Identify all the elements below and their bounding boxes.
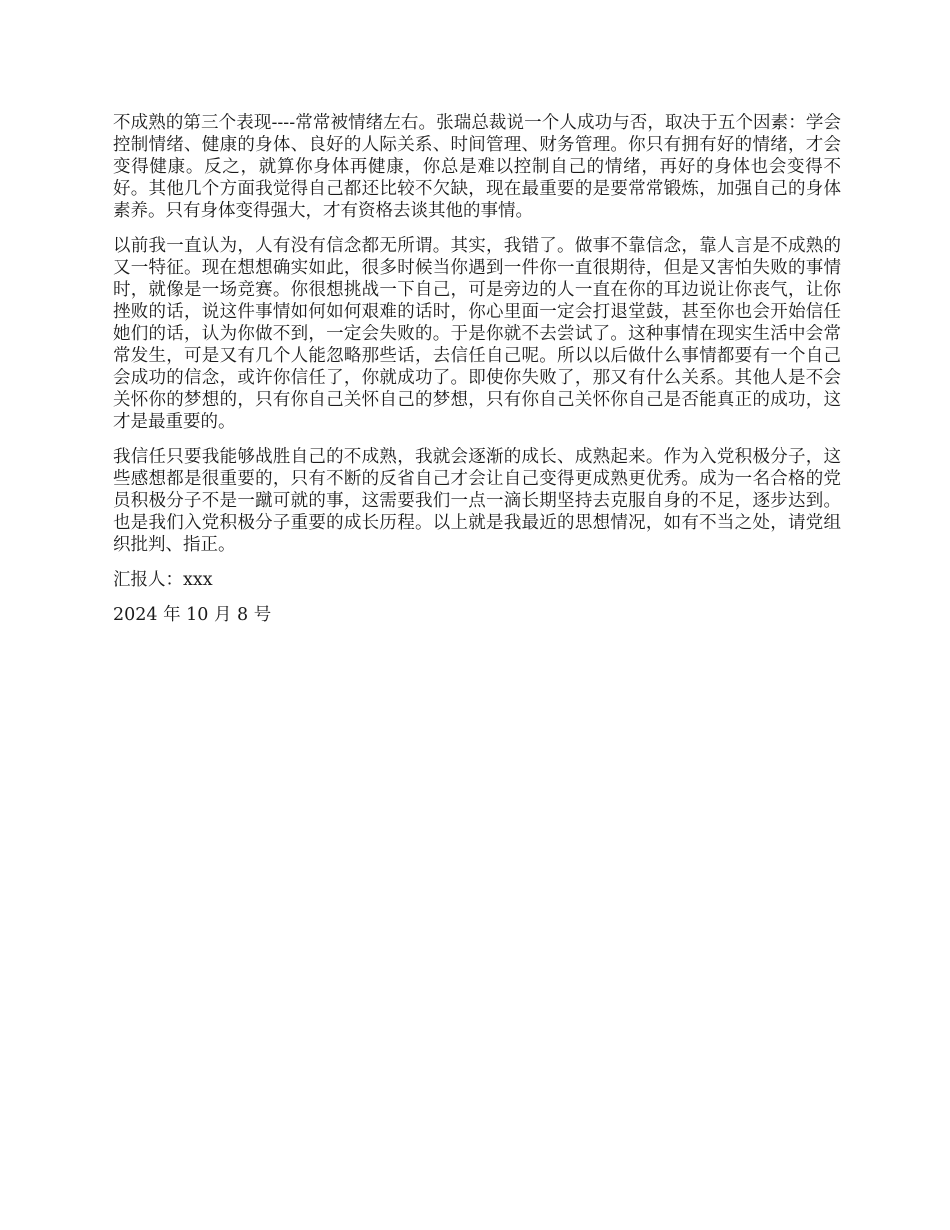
paragraph-growth: 我信任只要我能够战胜自己的不成熟，我就会逐渐的成长、成熟起来。作为入党积极分子，这些感想都是很重要的，只有不断的反省自己才会让自己变得更成熟更优秀。成为一名合格的党员积极分子不是一蹴可就的事，这需要我们一点一滴长期坚持去克服自身的不足，逐步达到。也是我们入党积极分子重要的成长历程。以上就是我最近的思想情况，如有不当之处，请党组织批判、指正。 bbox=[113, 447, 841, 555]
reporter-signature: 汇报人：xxx bbox=[113, 570, 213, 590]
document-body bbox=[113, 112, 841, 639]
paragraph-belief: 以前我一直认为，人有没有信念都无所谓。其实，我错了。做事不靠信念，靠人言是不成熟的又一特征。现在想想确实如此，很多时候当你遇到一件你一直很期待，但是又害怕失败的事情时，就像是一场竞赛。你很想挑战一下自己，可是旁边的人一直在你的耳边说让你丧气，让你挫败的话，说这件事情如何如何艰难的话时，你心里面一定会打退堂鼓，甚至你也会开始信任她们的话，认为你做不到，一定会失败的。于是你就不去尝试了。这种事情在现实生活中会常常发生，可是又有几个人能忽略那些话，去信任自己呢。所以以后做什么事情都要有一个自己会成功的信念，或许你信任了，你就成功了。即使你失败了，那又有什么关系。其他人是不会关怀你的梦想的，只有你自己关怀自己的梦想，只有你自己关怀你自己是否能真正的成功，这才是最重要的。 bbox=[113, 236, 841, 432]
paragraph-emotions: 不成熟的第三个表现----常常被情绪左右。张瑞总裁说一个人成功与否，取决于五个因素：学会控制情绪、健康的身体、良好的人际关系、时间管理、财务管理。你只有拥有好的情绪，才会变得健康。反之，就算你身体再健康，你总是难以控制自己的情绪，再好的身体也会变得不好。其他几个方面我觉得自己都还比较不欠缺，现在最重要的是要常常锻炼，加强自己的身体素养。只有身体变得强大，才有资格去谈其他的事情。 bbox=[113, 113, 841, 221]
report-date: 2024 年 10 月 8 号 bbox=[113, 605, 272, 625]
